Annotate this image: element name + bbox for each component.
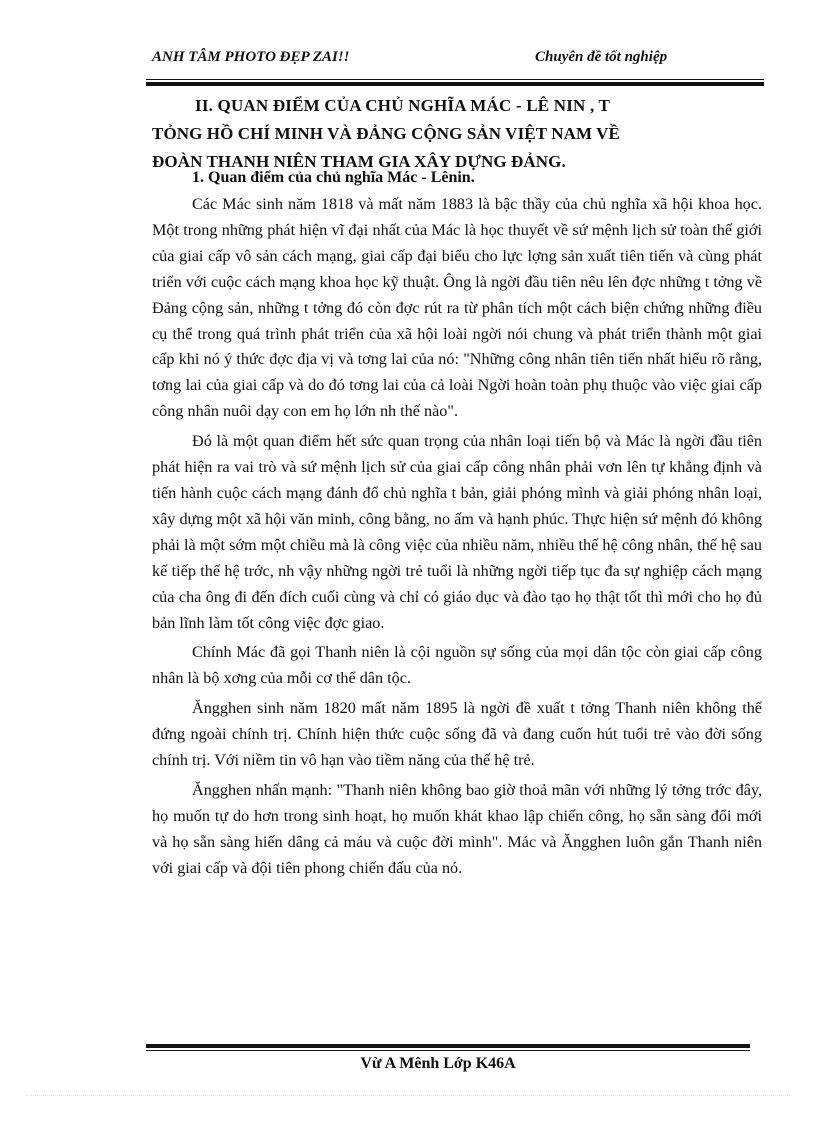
header-rule-thick bbox=[146, 82, 764, 86]
subsection-heading: 1. Quan điểm của chủ nghĩa Mác - Lênin. bbox=[192, 169, 475, 186]
section-heading bbox=[152, 92, 762, 176]
heading-line-2: TỎNG HỒ CHÍ MINH VÀ ĐẢNG CỘNG SẢN VIỆT NAM VỀ bbox=[152, 124, 620, 143]
heading-line-3: ĐOÀN THANH NIÊN THAM GIA XÂY DỰNG ĐẢNG. bbox=[152, 152, 566, 171]
page-footer bbox=[0, 1055, 816, 1073]
footer-author: Vừ A Mênh Lớp K46A bbox=[360, 1055, 516, 1072]
heading-line-1: II. QUAN ĐIỂM CỦA CHỦ NGHĨA MÁC - LÊ NIN , T bbox=[195, 96, 611, 115]
footer-rule-thin bbox=[146, 1050, 750, 1051]
paragraph: Chính Mác đã gọi Thanh niên là cội nguồn sự sống của mọi dân tộc còn giai cấp công nhân là bộ xơng của mỗi cơ thể dân tộc. bbox=[152, 643, 762, 688]
header-rule-thin bbox=[146, 79, 764, 80]
header-right-text: Chuyên đề tốt nghiệp bbox=[535, 49, 668, 65]
bottom-dotted-border bbox=[26, 1095, 790, 1096]
page-header bbox=[152, 46, 762, 70]
paragraph: Ăngghen sinh năm 1820 mất năm 1895 là ngời đề xuất t tởng Thanh niên không thể đứng ngoài chính trị. Chính hiện thức cuộc sống đã và đang cuốn hút tuổi trẻ vào đời sống chính trị. Với niềm tin vô hạn vào tiềm năng của thế hệ trẻ. bbox=[152, 699, 762, 770]
paragraph: Đó là một quan điểm hết sức quan trọng của nhân loại tiến bộ và Mác là ngời đầu tiên phát hiện ra vai trò và sứ mệnh lịch sử của giai cấp công nhân phải vơn lên tự khẳng định và tiến hành cuộc cách mạng đánh đổ chủ nghĩa t bản, giải phóng mình và giải phóng nhân loại, xây dựng một xã hội văn minh, công bằng, no ấm và hạnh phúc. Thực hiện sứ mệnh đó không phải là một sớm một chiều mà là công việc của nhiều năm, nhiều thế hệ công nhân, thế hệ sau kế tiếp thế hệ trớc, nh vậy những ngời trẻ tuổi là những ngời tiếp tục đa sự nghiệp cách mạng của cha ông đi đến đích cuối cùng và chỉ có giáo dục và đào tạo họ thật tốt thì mới cho họ đủ bản lĩnh làm tốt công việc đợc giao. bbox=[152, 432, 762, 632]
header-left-text: ANH TÂM PHOTO ĐẸP ZAI!! bbox=[152, 49, 350, 65]
paragraph: Các Mác sinh năm 1818 và mất năm 1883 là bậc thầy của chủ nghĩa xã hội khoa học. Một trong những phát hiện vĩ đại nhất của Mác là học thuyết về sứ mệnh lịch sử toàn thế giới của giai cấp vô sản cách mạng, giai cấp đại biểu cho lực lợng sản xuất tiên tiến và cùng phát triển với cuộc cách mạng khoa học kỹ thuật. Ông là ngời đầu tiên nêu lên đợc những t tởng về Đảng cộng sản, những t tởng đó còn đợc rút ra từ phân tích một cách biện chứng những điều cụ thể trong quá trình phát triển của xã hội loài ngời nói chung và phát triển thành một giai cấp khi nó ý thức đợc địa vị và tơng lai của nó: "Những công nhân tiên tiến nhất hiểu rõ rằng, tơng lai của giai cấp và do đó tơng lai của cả loài Ngời hoàn toàn phụ thuộc vào việc giai cấp công nhân nuôi dạy con em họ lớn nh thế nào". bbox=[152, 195, 762, 421]
paragraph: Ăngghen nhấn mạnh: "Thanh niên không bao giờ thoả mãn với những lý tởng trớc đây, họ muốn tự do hơn trong sinh hoạt, họ muốn khát khao lập chiến công, họ sẵn sàng đổi mới và họ sẵn sàng hiến dâng cả máu và cuộc đời mình". Mác và Ăngghen luôn gắn Thanh niên với giai cấp và đội tiên phong chiến đấu của nó. bbox=[152, 780, 762, 877]
footer-rule-thick bbox=[146, 1044, 750, 1048]
body-text bbox=[152, 192, 762, 886]
